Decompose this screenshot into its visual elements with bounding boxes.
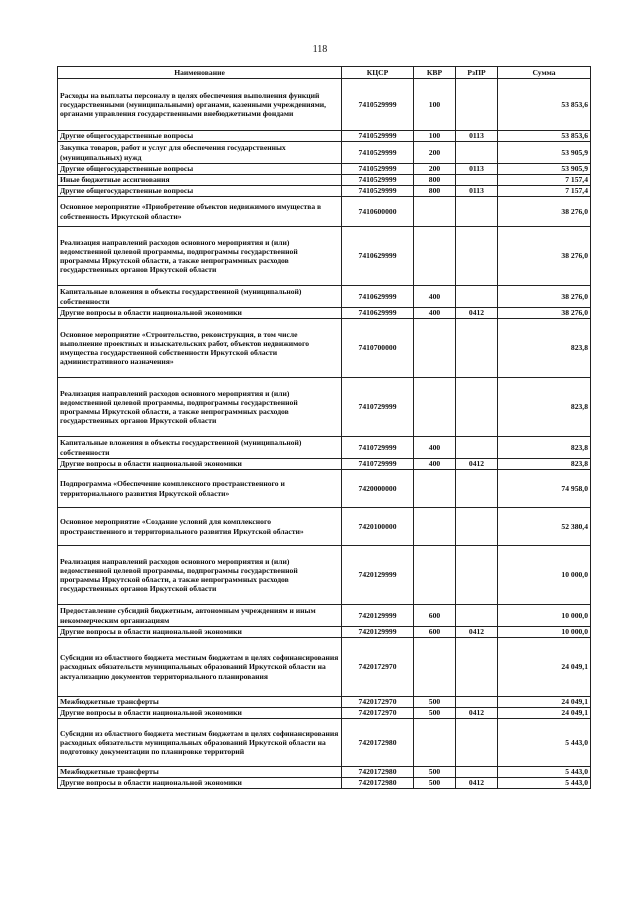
table-row <box>58 546 591 605</box>
header-kcsr: КЦСР <box>342 67 414 79</box>
cell-kvr: 500 <box>414 778 456 789</box>
cell-sum: 53 905,9 <box>498 142 591 164</box>
cell-kcsr: 7410529999 <box>342 131 414 142</box>
cell-kcsr: 7420100000 <box>342 508 414 546</box>
cell-rzpr: 0113 <box>456 164 498 175</box>
cell-kvr: 400 <box>414 308 456 319</box>
cell-name: Субсидии из областного бюджета местным бюджетам в целях софинансирования расходных обязательств муниципальных образований Иркутской области на подготовку документации по планировке территорий <box>58 719 342 767</box>
cell-rzpr <box>456 605 498 627</box>
cell-name: Другие вопросы в области национальной экономики <box>58 627 342 638</box>
table-row <box>58 378 591 437</box>
table-header-row <box>58 67 591 79</box>
cell-rzpr <box>456 378 498 437</box>
cell-rzpr <box>456 546 498 605</box>
cell-rzpr <box>456 79 498 131</box>
cell-kvr: 200 <box>414 164 456 175</box>
table-row <box>58 638 591 697</box>
cell-sum: 74 958,0 <box>498 470 591 508</box>
table-row <box>58 470 591 508</box>
cell-kcsr: 7420172980 <box>342 719 414 767</box>
cell-kcsr: 7420172970 <box>342 697 414 708</box>
cell-rzpr <box>456 508 498 546</box>
cell-kvr <box>414 470 456 508</box>
cell-rzpr <box>456 197 498 227</box>
table-body <box>58 79 591 789</box>
cell-kvr <box>414 638 456 697</box>
cell-rzpr: 0412 <box>456 627 498 638</box>
cell-name: Подпрограмма «Обеспечение комплексного пространственного и территориального развития Иркутской области» <box>58 470 342 508</box>
cell-rzpr <box>456 767 498 778</box>
cell-sum: 7 157,4 <box>498 186 591 197</box>
cell-rzpr <box>456 227 498 286</box>
cell-rzpr: 0412 <box>456 708 498 719</box>
cell-kvr: 400 <box>414 459 456 470</box>
cell-rzpr <box>456 638 498 697</box>
cell-rzpr: 0412 <box>456 308 498 319</box>
table-row <box>58 437 591 459</box>
cell-sum: 823,8 <box>498 319 591 378</box>
table-row <box>58 175 591 186</box>
cell-kcsr: 7410729999 <box>342 437 414 459</box>
cell-sum: 38 276,0 <box>498 286 591 308</box>
cell-kvr <box>414 319 456 378</box>
cell-kvr <box>414 197 456 227</box>
cell-sum: 7 157,4 <box>498 175 591 186</box>
cell-name: Другие общегосударственные вопросы <box>58 131 342 142</box>
budget-table <box>57 66 591 789</box>
cell-sum: 24 049,1 <box>498 708 591 719</box>
cell-rzpr <box>456 719 498 767</box>
cell-name: Другие общегосударственные вопросы <box>58 164 342 175</box>
table-row <box>58 131 591 142</box>
cell-name: Иные бюджетные ассигнования <box>58 175 342 186</box>
cell-rzpr: 0412 <box>456 459 498 470</box>
cell-kvr <box>414 508 456 546</box>
cell-name: Предоставление субсидий бюджетным, автономным учреждениям и иным некоммерческим организациям <box>58 605 342 627</box>
cell-name: Межбюджетные трансферты <box>58 767 342 778</box>
table-row <box>58 308 591 319</box>
table-row <box>58 708 591 719</box>
cell-kvr: 800 <box>414 175 456 186</box>
cell-kcsr: 7410529999 <box>342 164 414 175</box>
cell-sum: 823,8 <box>498 378 591 437</box>
cell-kvr <box>414 546 456 605</box>
cell-kcsr: 7420000000 <box>342 470 414 508</box>
cell-sum: 24 049,1 <box>498 697 591 708</box>
page-number: 118 <box>312 44 328 55</box>
cell-rzpr <box>456 286 498 308</box>
cell-kcsr: 7410729999 <box>342 378 414 437</box>
cell-sum: 53 905,9 <box>498 164 591 175</box>
cell-kcsr: 7420129999 <box>342 546 414 605</box>
header-kvr: КВР <box>414 67 456 79</box>
cell-kcsr: 7410629999 <box>342 286 414 308</box>
cell-name: Реализация направлений расходов основного мероприятия и (или) ведомственной целевой программы, подпрограммы государственной программы Иркутской области, а также непрограммных расходов государственных органов Иркутской области <box>58 546 342 605</box>
cell-kcsr: 7420129999 <box>342 627 414 638</box>
table-row <box>58 719 591 767</box>
table-row <box>58 197 591 227</box>
cell-kvr: 500 <box>414 697 456 708</box>
table-row <box>58 164 591 175</box>
header-name: Наименование <box>58 67 342 79</box>
cell-kcsr: 7420172970 <box>342 708 414 719</box>
cell-name: Расходы на выплаты персоналу в целях обеспечения выполнения функций государственными (муниципальными) органами, казенными учреждениями, органами управления государственными внебюджетными фондами <box>58 79 342 131</box>
cell-kcsr: 7420172970 <box>342 638 414 697</box>
cell-name: Другие вопросы в области национальной экономики <box>58 778 342 789</box>
cell-kcsr: 7410529999 <box>342 79 414 131</box>
cell-name: Капитальные вложения в объекты государственной (муниципальной) собственности <box>58 286 342 308</box>
cell-rzpr <box>456 470 498 508</box>
table-row <box>58 79 591 131</box>
cell-kvr: 600 <box>414 605 456 627</box>
cell-name: Основное мероприятие «Создание условий для комплексного пространственного и территориального развития Иркутской области» <box>58 508 342 546</box>
cell-kvr: 100 <box>414 131 456 142</box>
cell-name: Другие вопросы в области национальной экономики <box>58 708 342 719</box>
cell-kvr: 500 <box>414 767 456 778</box>
table-row <box>58 697 591 708</box>
cell-kcsr: 7420129999 <box>342 605 414 627</box>
cell-sum: 5 443,0 <box>498 719 591 767</box>
cell-kcsr: 7410529999 <box>342 175 414 186</box>
table-row <box>58 286 591 308</box>
cell-kvr: 600 <box>414 627 456 638</box>
cell-name: Субсидии из областного бюджета местным бюджетам в целях софинансирования расходных обязательств муниципальных образований Иркутской области на актуализацию документов территориального планирования <box>58 638 342 697</box>
table-row <box>58 142 591 164</box>
cell-sum: 53 853,6 <box>498 79 591 131</box>
cell-rzpr <box>456 319 498 378</box>
cell-name: Другие общегосударственные вопросы <box>58 186 342 197</box>
header-rzpr: РзПР <box>456 67 498 79</box>
cell-name: Капитальные вложения в объекты государственной (муниципальной) собственности <box>58 437 342 459</box>
cell-kvr: 200 <box>414 142 456 164</box>
cell-sum: 24 049,1 <box>498 638 591 697</box>
cell-kvr: 400 <box>414 437 456 459</box>
cell-name: Закупка товаров, работ и услуг для обеспечения государственных (муниципальных) нужд <box>58 142 342 164</box>
table-row <box>58 227 591 286</box>
cell-sum: 10 000,0 <box>498 605 591 627</box>
cell-name: Другие вопросы в области национальной экономики <box>58 308 342 319</box>
cell-name: Межбюджетные трансферты <box>58 697 342 708</box>
cell-rzpr <box>456 697 498 708</box>
cell-sum: 5 443,0 <box>498 778 591 789</box>
cell-kvr <box>414 378 456 437</box>
cell-rzpr: 0113 <box>456 131 498 142</box>
cell-rzpr: 0412 <box>456 778 498 789</box>
header-sum: Сумма <box>498 67 591 79</box>
cell-sum: 5 443,0 <box>498 767 591 778</box>
cell-kvr: 800 <box>414 186 456 197</box>
cell-sum: 10 000,0 <box>498 627 591 638</box>
cell-kvr: 100 <box>414 79 456 131</box>
cell-kvr: 400 <box>414 286 456 308</box>
cell-kcsr: 7420172980 <box>342 767 414 778</box>
cell-name: Основное мероприятие «Строительство, реконструкция, в том числе выполнение проектных и изыскательских работ, объектов недвижимого имущества государственной собственности Иркутской области административного назначения» <box>58 319 342 378</box>
cell-kvr: 500 <box>414 708 456 719</box>
cell-sum: 53 853,6 <box>498 131 591 142</box>
cell-rzpr: 0113 <box>456 186 498 197</box>
table-row <box>58 605 591 627</box>
table-row <box>58 459 591 470</box>
cell-kvr <box>414 227 456 286</box>
cell-kcsr: 7410629999 <box>342 308 414 319</box>
cell-sum: 823,8 <box>498 437 591 459</box>
cell-name: Реализация направлений расходов основного мероприятия и (или) ведомственной целевой программы, подпрограммы государственной программы Иркутской области, а также непрограммных расходов государственных органов Иркутской области <box>58 227 342 286</box>
cell-kvr <box>414 719 456 767</box>
cell-rzpr <box>456 437 498 459</box>
cell-kcsr: 7410529999 <box>342 186 414 197</box>
cell-name: Реализация направлений расходов основного мероприятия и (или) ведомственной целевой программы, подпрограммы государственной программы Иркутской области, а также непрограммных расходов государственных органов Иркутской области <box>58 378 342 437</box>
table-row <box>58 778 591 789</box>
cell-name: Основное мероприятие «Приобретение объектов недвижимого имущества в собственность Иркутской области» <box>58 197 342 227</box>
cell-sum: 10 000,0 <box>498 546 591 605</box>
cell-name: Другие вопросы в области национальной экономики <box>58 459 342 470</box>
cell-kcsr: 7410529999 <box>342 142 414 164</box>
cell-kcsr: 7410600000 <box>342 197 414 227</box>
table-row <box>58 186 591 197</box>
table-row <box>58 627 591 638</box>
cell-rzpr <box>456 175 498 186</box>
cell-kcsr: 7410629999 <box>342 227 414 286</box>
cell-kcsr: 7420172980 <box>342 778 414 789</box>
cell-sum: 823,8 <box>498 459 591 470</box>
cell-sum: 38 276,0 <box>498 197 591 227</box>
table-row <box>58 767 591 778</box>
cell-sum: 38 276,0 <box>498 308 591 319</box>
table-row <box>58 319 591 378</box>
table-row <box>58 508 591 546</box>
cell-kcsr: 7410729999 <box>342 459 414 470</box>
cell-sum: 38 276,0 <box>498 227 591 286</box>
cell-rzpr <box>456 142 498 164</box>
cell-kcsr: 7410700000 <box>342 319 414 378</box>
cell-sum: 52 380,4 <box>498 508 591 546</box>
